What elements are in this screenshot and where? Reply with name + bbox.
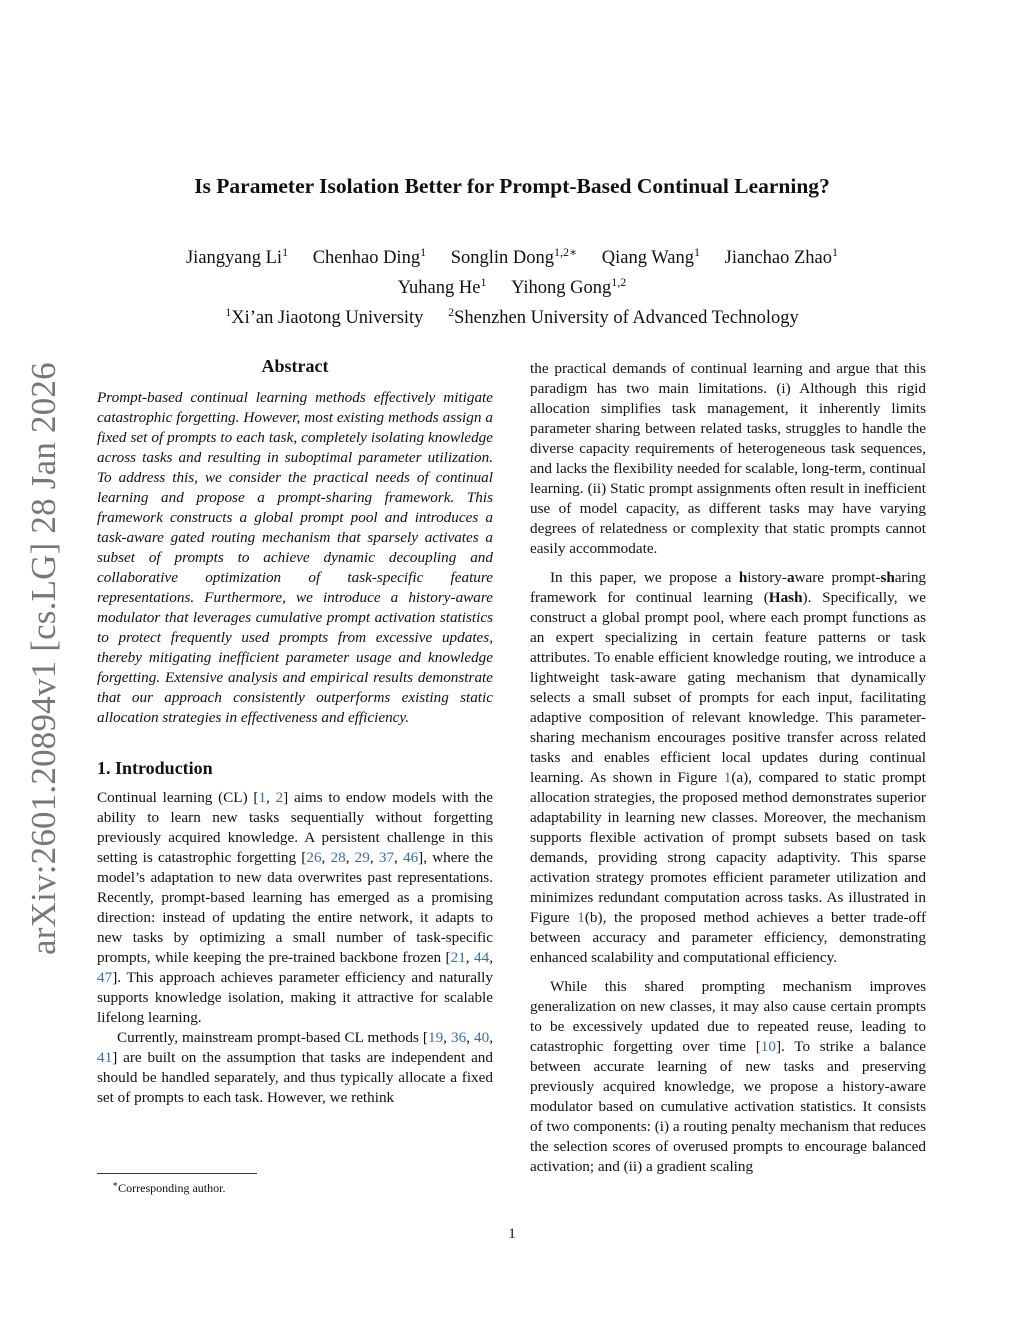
citation-link[interactable]: 1 <box>258 789 267 806</box>
abstract-heading: Abstract <box>261 356 329 376</box>
section-heading-introduction: 1. Introduction <box>97 758 213 778</box>
author-block <box>0 240 1024 330</box>
page-number: 1 <box>508 1226 516 1242</box>
left-column <box>97 356 493 1108</box>
footnote: ∗Corresponding author. <box>112 1179 226 1195</box>
footnote-rule <box>97 1173 257 1174</box>
citation-link[interactable]: 2 <box>275 789 284 806</box>
author: Yuhang He$^1$ <box>397 275 487 299</box>
abstract-text: Prompt-based continual learning methods effectively mitigate catastrophic forgetting. However, most existing methods assign a fixed set of prompts to each task, completely isolating knowledge across tasks and resulting in suboptimal parameter utilization. To address this, we consider the practical needs of continual learning and propose a prompt-sharing framework. This framework constructs a global prompt pool and introduces a task-aware gated routing mechanism that sparsely activates a subset of prompts to achieve dynamic decoupling and collaborative optimization of task-specific feature representations. Furthermore, we introduce a history-aware modulator that leverages cumulative prompt activation statistics to protect frequently used prompts from excessive updates, thereby mitigating inefficient parameter usage and knowledge forgetting. Extensive analysis and empirical results demonstrate that our approach consistently outperforms existing static allocation strategies in effectiveness and efficiency. <box>97 389 493 726</box>
arxiv-stamp: arXiv:2601.20894v1 [cs.LG] 28 Jan 2026 <box>24 362 63 955</box>
citation-link[interactable]: 44 <box>474 949 490 966</box>
affiliation-line <box>0 300 1024 330</box>
citation-link[interactable]: 46 <box>402 849 419 866</box>
author: Songlin Dong$^{1,2∗}$ <box>450 245 578 269</box>
author: Qiang Wang$^1$ <box>601 245 700 269</box>
author: Chenhao Ding$^1$ <box>312 245 427 269</box>
author-line-2 <box>0 270 1024 300</box>
affiliation: $^2$Shenzhen University of Advanced Technology <box>448 305 799 329</box>
citation-link[interactable]: 37 <box>378 849 395 866</box>
citation-link[interactable]: 21 <box>450 949 466 966</box>
right-column <box>530 359 926 1177</box>
citation-link[interactable]: 28 <box>330 849 346 866</box>
body-paragraph: In this paper, we propose a history-aware prompt-sharing framework for continual learning (Hash). Specifically, we construct a global prompt pool, where each prompt functions as an expert specializing in certain feature patterns or task attributes. To enable efficient knowledge routing, we introduce a lightweight task-aware gating mechanism that dynamically selects a small subset of prompts for each input, facilitating adaptive composition of relevant knowledge. This parameter-sharing mechanism encourages positive transfer across related tasks and enables efficient local updates during continual learning. As shown in Figure 1(a), compared to static prompt allocation strategies, the proposed method demonstrates superior adaptability in learning new classes. Moreover, the mechanism supports flexible activation of prompt subsets based on task demands, providing strong capacity adaptivity. This sparse activation strategy promotes efficient parameter utilization and minimizes redundant computation across tasks. As illustrated in Figure 1(b), the proposed method achieves a better trade-off between accuracy and parameter efficiency, demonstrating enhanced scalability and computational efficiency. <box>530 569 927 966</box>
author: Jiangyang Li$^1$ <box>185 245 289 269</box>
affiliation: $^1$Xi’an Jiaotong University <box>225 305 424 329</box>
citation-link[interactable]: 40 <box>474 1029 490 1046</box>
body-paragraph: the practical demands of continual learning and argue that this paradigm has two main limitations. (i) Although this rigid allocation simplifies task management, it inherently limits parameter sharing between related tasks, struggles to handle the diverse capacity requirements of heterogeneous task sequences, and lacks the flexibility needed for scalable, long-term, continual learning. (ii) Static prompt assignments often result in inefficient use of model capacity, as different tasks may have varying degrees of relatedness or complexity that static prompts cannot easily accommodate. <box>530 360 926 557</box>
intro-paragraph-1: Continual learning (CL) [1, 2] aims to endow models with the ability to learn new tasks sequentially without forgetting previously acquired knowledge. A persistent challenge in this setting is catastrophic forgetting [26, 28, 29, 37, 46], where the model’s adaptation to new data overwrites past representations. Recently, prompt-based learning has emerged as a promising direction: instead of updating the entire network, it adapts to new tasks by optimizing a small number of task-specific prompts, while keeping the pre-trained backbone frozen [21, 44, 47]. This approach achieves parameter efficiency and naturally supports knowledge isolation, making it attractive for scalable lifelong learning. <box>97 789 494 1026</box>
author: Yihong Gong$^{1,2}$ <box>511 275 627 299</box>
citation-link[interactable]: 29 <box>354 849 370 866</box>
paper-title: Is Parameter Isolation Better for Prompt-Based Continual Learning? <box>194 174 830 198</box>
figure-link[interactable]: 1 <box>577 909 585 926</box>
citation-link[interactable]: 41 <box>97 1049 113 1066</box>
citation-link[interactable]: 36 <box>451 1029 467 1046</box>
citation-link[interactable]: 10 <box>760 1038 776 1055</box>
author: Jianchao Zhao$^1$ <box>724 245 838 269</box>
citation-link[interactable]: 19 <box>427 1029 444 1046</box>
intro-paragraph-2: Currently, mainstream prompt-based CL methods [19, 36, 40, 41] are built on the assumption that tasks are independent and should be handled separately, and thus typically allocate a fixed set of prompts to each task. However, we rethink <box>97 1029 494 1106</box>
figure-link[interactable]: 1 <box>723 769 732 786</box>
citation-link[interactable]: 26 <box>306 849 322 866</box>
body-paragraph: While this shared prompting mechanism improves generalization on new classes, it may also cause certain prompts to be excessively updated due to repeated reuse, leading to catastrophic forgetting over time [10]. To strike a balance between accurate learning of new tasks and preserving previously acquired knowledge, we propose a history-aware modulator based on cumulative activation statistics. It consists of two components: (i) a routing penalty mechanism that reduces the selection scores of overused prompts to encourage balanced activation; and (ii) a gradient scaling <box>530 978 926 1175</box>
author-line-1 <box>0 240 1024 270</box>
citation-link[interactable]: 47 <box>97 969 113 986</box>
